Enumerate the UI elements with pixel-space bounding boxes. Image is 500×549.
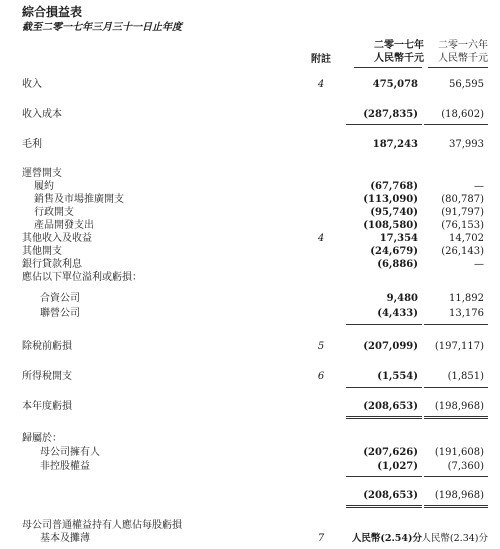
- table-row-joint-ventures: [0, 293, 500, 305]
- row-label: 銀行貸款利息: [22, 259, 82, 270]
- row-value-2016: (26,143): [441, 246, 484, 257]
- row-note: 5: [317, 341, 325, 352]
- table-row-share-of-results-heading: [0, 272, 500, 284]
- total-double-rule-2016: [424, 507, 488, 508]
- subtotal-rule-2016: [424, 476, 488, 477]
- row-label: 所得稅開支: [22, 371, 72, 382]
- row-value-2017: (24,679): [370, 246, 418, 257]
- row-value-2016: (80,787): [441, 194, 484, 205]
- table-row-eps-basic-diluted: [0, 533, 500, 545]
- row-value-2016: (91,797): [441, 207, 484, 218]
- row-label: 聯營公司: [40, 308, 80, 319]
- row-note: 6: [317, 371, 325, 382]
- table-row-other-income: [0, 233, 500, 245]
- row-value-2016: —: [474, 259, 484, 270]
- table-row-non-controlling-interests: [0, 461, 500, 473]
- column-header-2016-unit: 人民幣千元: [438, 53, 488, 64]
- table-row-selling-expenses: [0, 194, 500, 206]
- table-row-revenue: [0, 79, 500, 91]
- table-row-attributable-total: [0, 490, 500, 502]
- table-row-bank-loan-interest: [0, 259, 500, 271]
- column-header-2017-unit: 人民幣千元: [374, 53, 424, 64]
- total-double-rule-2016: [424, 505, 488, 506]
- row-label: 基本及攤薄: [40, 533, 90, 544]
- note-column-header: 附註: [311, 54, 331, 65]
- statement-title: 綜合損益表: [22, 5, 83, 19]
- table-row-cost-of-revenue: [0, 109, 500, 121]
- row-note: 4: [317, 79, 325, 90]
- row-value-2017: (207,099): [363, 341, 418, 352]
- row-note: 7: [317, 533, 325, 544]
- row-value-2016: —: [474, 181, 484, 192]
- row-value-2017: (108,580): [363, 220, 418, 231]
- row-value-2016: (18,602): [441, 109, 484, 120]
- row-value-2017: (113,090): [363, 194, 418, 205]
- total-double-rule-2017: [346, 418, 422, 419]
- subtotal-rule-2017: [346, 387, 422, 388]
- row-label: 母公司擁有人: [40, 447, 100, 458]
- row-label: 本年度虧損: [22, 401, 72, 412]
- row-value-2017: (4,433): [377, 308, 418, 319]
- total-double-rule-2017: [346, 416, 422, 417]
- row-label: 收入: [22, 79, 42, 90]
- row-label: 毛利: [22, 139, 42, 150]
- row-value-2016: (1,851): [447, 371, 484, 382]
- table-row-income-tax: [0, 371, 500, 383]
- row-label: 母公司普通權益持有人應佔每股虧損: [22, 520, 182, 531]
- row-label: 合資公司: [40, 293, 80, 304]
- row-label: 歸屬於：: [22, 433, 62, 444]
- row-value-2016: 11,892: [449, 293, 484, 304]
- row-label: 產品開發支出: [34, 220, 94, 231]
- row-value-2016: 13,176: [449, 308, 484, 319]
- table-row-loss-before-tax: [0, 341, 500, 353]
- total-double-rule-2016: [424, 416, 488, 417]
- row-value-2016: (198,968): [434, 490, 484, 501]
- subtotal-rule-2017: [346, 324, 422, 325]
- subtotal-rule-2017: [346, 124, 422, 125]
- total-double-rule-2016: [424, 418, 488, 419]
- row-value-2017: (1,554): [377, 371, 418, 382]
- row-value-2016: (197,117): [434, 341, 484, 352]
- header-underline-2017: [354, 67, 422, 68]
- table-row-gross-profit: [0, 139, 500, 151]
- row-value-2017: (67,768): [370, 181, 418, 192]
- row-value-2017: (6,886): [377, 259, 418, 270]
- row-value-2016: 37,993: [449, 139, 484, 150]
- table-row-admin-expenses: [0, 207, 500, 219]
- row-label: 履約: [34, 181, 54, 192]
- row-value-2017: 人民幣(2.54)分: [351, 533, 422, 544]
- header-underline-2016: [428, 67, 488, 68]
- column-header-2017-year: 二零一七年: [374, 40, 424, 51]
- statement-period: 截至二零一七年三月三十一日止年度: [22, 22, 182, 33]
- column-header-2016-year: 二零一六年: [438, 40, 488, 51]
- row-value-2016: (7,360): [447, 461, 484, 472]
- row-value-2016: 56,595: [449, 79, 484, 90]
- column-header-2017: [350, 39, 424, 65]
- table-row-operating-expenses-heading: [0, 168, 500, 180]
- row-value-2017: (95,740): [370, 207, 418, 218]
- subtotal-rule-2016: [424, 124, 488, 125]
- table-row-other-expenses: [0, 246, 500, 258]
- total-double-rule-2017: [346, 505, 422, 506]
- table-row-eps-heading: [0, 520, 500, 532]
- row-value-2017: (208,653): [363, 401, 418, 412]
- row-label: 收入成本: [22, 109, 62, 120]
- row-value-2017: 187,243: [372, 139, 418, 150]
- table-row-fulfilment: [0, 181, 500, 193]
- row-value-2016: 人民幣(2.34)分: [421, 533, 488, 544]
- table-row-owners-of-parent: [0, 447, 500, 459]
- row-label: 其他收入及收益: [22, 233, 92, 244]
- row-label: 銷售及市場推廣開支: [34, 194, 124, 205]
- subtotal-rule-2016: [424, 324, 488, 325]
- row-value-2017: 9,480: [386, 293, 418, 304]
- row-value-2017: (208,653): [363, 490, 418, 501]
- row-value-2016: (76,153): [441, 220, 484, 231]
- row-label: 運營開支: [22, 168, 62, 179]
- row-value-2017: 17,354: [379, 233, 418, 244]
- row-note: 4: [317, 233, 325, 244]
- table-row-associates: [0, 308, 500, 320]
- row-value-2016: 14,702: [449, 233, 484, 244]
- subtotal-rule-2016: [424, 387, 488, 388]
- row-value-2017: (207,626): [363, 447, 418, 458]
- table-row-loss-for-year: [0, 401, 500, 413]
- row-value-2017: (1,027): [377, 461, 418, 472]
- row-label: 應佔以下單位溢利或虧損：: [22, 272, 142, 283]
- column-header-2016: [424, 39, 488, 65]
- row-value-2017: (287,835): [363, 109, 418, 120]
- row-label: 其他開支: [22, 246, 62, 257]
- row-label: 除稅前虧損: [22, 341, 72, 352]
- row-value-2016: (191,608): [434, 447, 484, 458]
- subtotal-rule-2017: [346, 476, 422, 477]
- row-label: 行政開支: [34, 207, 74, 218]
- row-value-2017: 475,078: [372, 79, 418, 90]
- row-label: 非控股權益: [40, 461, 90, 472]
- table-row-attributable-heading: [0, 433, 500, 445]
- table-row-product-development: [0, 220, 500, 232]
- total-double-rule-2017: [346, 507, 422, 508]
- row-value-2016: (198,968): [434, 401, 484, 412]
